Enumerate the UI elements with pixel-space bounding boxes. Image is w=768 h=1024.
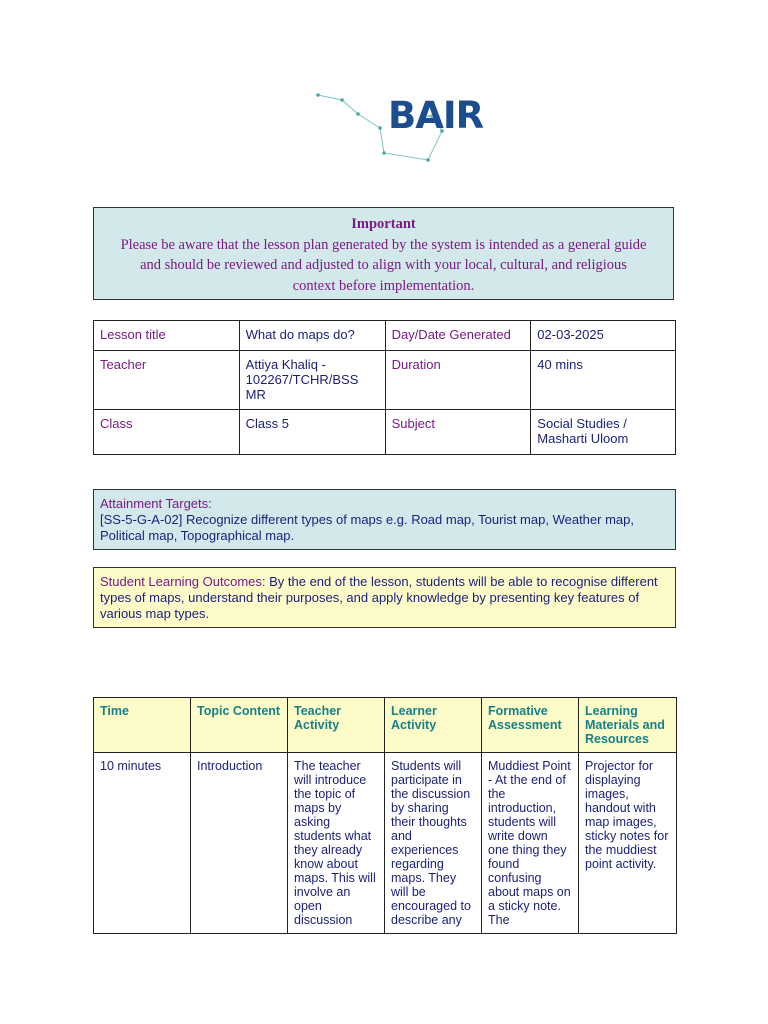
teacher-value [239,351,385,410]
brand-wordmark: BAIR [388,94,484,137]
header-topic: Topic Content [191,698,288,753]
subject-label: Subject [385,410,531,455]
attainment-targets-text: [SS-5-G-A-02] Recognize different types of maps e.g. Road map, Tourist map, Weather map, Political map, Topographical map. [100,512,634,543]
subject-line: Social Studies / [537,416,627,431]
header-materials: Learning Materials and Resources [579,698,677,753]
info-row [94,351,676,410]
subject-line: Masharti Uloom [537,431,629,446]
learning-outcomes-box [93,567,676,628]
info-row [94,321,676,351]
cell-topic: Introduction [191,753,288,934]
subject-value [531,410,676,455]
attainment-targets-box [93,489,676,550]
teacher-label: Teacher [94,351,240,410]
attainment-targets-label: Attainment Targets: [100,496,212,511]
table-row [94,753,677,934]
date-label: Day/Date Generated [385,321,531,351]
header-learner-activity: Learner Activity [385,698,482,753]
teacher-line: 102267/TCHR/BSS [245,372,359,387]
class-label: Class [94,410,240,455]
class-value: Class 5 [239,410,385,455]
important-notice [93,207,674,300]
plan-header-row [94,698,677,753]
notice-line: context before implementation. [292,277,475,294]
info-row [94,410,676,455]
lesson-plan-table [93,697,677,934]
cell-time: 10 minutes [94,753,191,934]
notice-line: Please be aware that the lesson plan generated by the system is intended as a general guide [120,236,647,253]
duration-label: Duration [385,351,531,410]
cell-formative-assessment: Muddiest Point - At the end of the introduction, students will write down one thing they found confusing about maps on a sticky note. The [482,753,579,934]
notice-line: and should be reviewed and adjusted to align with your local, cultural, and religious [140,257,627,273]
cell-learner-activity: Students will participate in the discussion by sharing their thoughts and experiences regarding maps. They will be encouraged to describe any [385,753,482,934]
cell-materials: Projector for displaying images, handout with map images, sticky notes for the muddiest point activity. [579,753,677,934]
duration-value: 40 mins [531,351,676,410]
date-value: 02-03-2025 [531,321,676,351]
learning-outcomes-label: Student Learning Outcomes: [100,574,266,589]
teacher-line: Attiya Khaliq - [245,357,326,372]
lesson-title-value: What do maps do? [239,321,385,351]
header-formative-assessment: Formative Assessment [482,698,579,753]
cell-teacher-activity: The teacher will introduce the topic of maps by asking students what they already know about maps. This will involve an open discussion [288,753,385,934]
header-time: Time [94,698,191,753]
notice-title: Important [351,216,416,232]
learning-outcomes-text: By the end of the lesson, students will be able to recognise different types of maps, understand their purposes, and apply knowledge by presenting key features of various map types. [100,574,658,621]
header-teacher-activity: Teacher Activity [288,698,385,753]
lesson-title-label: Lesson title [94,321,240,351]
lesson-info-table [93,320,676,455]
teacher-line: MR [245,387,266,402]
